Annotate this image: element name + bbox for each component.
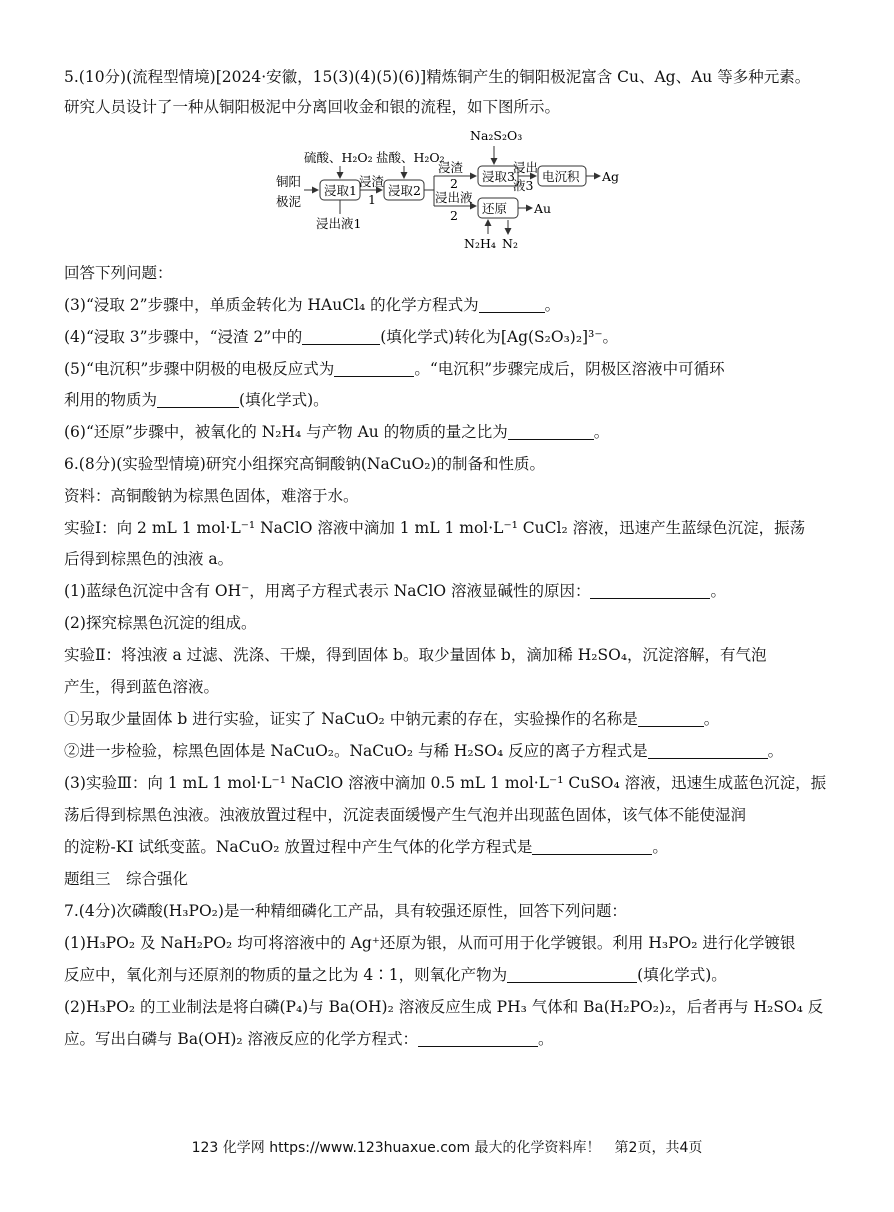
slag-1-label-a: 浸渣 [359,174,385,189]
q6-material: 资料：高铜酸钠为棕黑色固体，难溶于水。 [64,487,359,505]
step-electrodeposition: 电沉积 [542,169,580,184]
q6-part3-line2: 荡后得到棕黑色浊液。浊液放置过程中，沉淀表面缓慢产生气泡并出现蓝色固体，该气体不能使湿润 [64,806,747,824]
q6-part2: (2)探究棕黑色沉淀的组成。 [64,614,257,632]
slag-2-label-b: 2 [450,176,458,191]
q5-part4: (4)“浸取 3”步骤中，“浸渣 2”中的 (填化学式)转化为[Ag(S₂O₃)₂]³⁻。 [64,328,618,346]
product-au-label: Au [534,201,552,216]
page-footer: 123 化学网 https://www.123huaxue.com 最大的化学资料库！ 第2页，共4页 [191,1140,703,1156]
process-flow-diagram [270,124,630,254]
reagent-2-label: 盐酸、H₂O₂ [376,150,445,165]
q6-part3-line1: (3)实验Ⅲ：向 1 mL 1 mol·L⁻¹ NaClO 溶液中滴加 0.5 mL 1 mol·L⁻¹ CuSO₄ 溶液，迅速生成蓝色沉淀，振 [64,774,827,792]
product-ag-label: Ag [602,169,620,184]
step-leach-1: 浸取1 [324,183,357,198]
leach-liquid-3-label-b: 液3 [513,178,534,193]
q5-intro-line1: 5.(10分)(流程型情境)[2024·安徽，15(3)(4)(5)(6)]精炼铜产生的铜阳极泥富含 Cu、Ag、Au 等多种元素。 [64,68,811,86]
step-leach-2: 浸取2 [388,183,421,198]
flow-start-label-1: 铜阳 [276,174,302,189]
q5-part3: (3)“浸取 2”步骤中，单质金转化为 HAuCl₄ 的化学方程式为 。 [64,296,561,314]
leach-liquid-2-label-a: 浸出液 [435,190,473,205]
slag-2-label-a: 浸渣 [438,160,464,175]
reagent-n2h4-label: N₂H₄ [464,236,496,251]
slag-1-label-b: 1 [368,192,376,207]
reagent-3-label: Na₂S₂O₃ [470,128,523,143]
q7-part2-line2: 应。写出白磷与 Ba(OH)₂ 溶液反应的化学方程式： 。 [64,1030,554,1048]
q5-part5-line1: (5)“电沉积”步骤中阴极的电极反应式为 。“电沉积”步骤完成后，阴极区溶液中可循环 [64,360,725,378]
q6-part1: (1)蓝绿色沉淀中含有 OH⁻，用离子方程式表示 NaClO 溶液显碱性的原因： 。 [64,582,726,600]
q6-title: 6.(8分)(实验型情境)研究小组探究高铜酸钠(NaCuO₂)的制备和性质。 [64,455,546,473]
q5-part6: (6)“还原”步骤中，被氧化的 N₂H₄ 与产物 Au 的物质的量之比为 。 [64,423,610,441]
q6-exp1-line2: 后得到棕黑色的浊液 a。 [64,550,234,568]
q6-exp2-line1: 实验Ⅱ：将浊液 a 过滤、洗涤、干燥，得到固体 b。取少量固体 b，滴加稀 H₂SO₄，沉淀溶解，有气泡 [64,646,767,664]
q7-part1-line2: 反应中，氧化剂与还原剂的物质的量之比为 4∶1，则氧化产物为 (填化学式)。 [64,966,727,984]
q6-exp2-line2: 产生，得到蓝色溶液。 [64,678,220,696]
answer-header: 回答下列问题： [64,264,173,282]
leach-liquid-1-label: 浸出液1 [316,216,362,231]
leach-liquid-2-label-b: 2 [450,208,458,223]
q6-exp1-line1: 实验Ⅰ：向 2 mL 1 mol·L⁻¹ NaClO 溶液中滴加 1 mL 1 mol·L⁻¹ CuCl₂ 溶液，迅速产生蓝绿色沉淀，振荡 [64,519,806,537]
q6-sub1: ①另取少量固体 b 进行实验，证实了 NaCuO₂ 中钠元素的存在，实验操作的名称是 。 [64,710,720,728]
product-n2-label: N₂ [502,236,518,251]
q6-sub2: ②进一步检验，棕黑色固体是 NaCuO₂。NaCuO₂ 与稀 H₂SO₄ 反应的离子方程式是 。 [64,742,784,760]
step-leach-3: 浸取3 [482,169,515,184]
section-heading-group3: 题组三 综合强化 [64,870,189,888]
q7-part1-line1: (1)H₃PO₂ 及 NaH₂PO₂ 均可将溶液中的 Ag⁺还原为银，从而可用于化学镀银。利用 H₃PO₂ 进行化学镀银 [64,934,796,952]
q5-intro-line2: 研究人员设计了一种从铜阳极泥中分离回收金和银的流程，如下图所示。 [64,98,561,116]
flow-start-label-2: 极泥 [276,194,302,209]
q5-part5-line2: 利用的物质为 (填化学式)。 [64,391,329,409]
q7-part2-line1: (2)H₃PO₂ 的工业制法是将白磷(P₄)与 Ba(OH)₂ 溶液反应生成 PH₃ 气体和 Ba(H₂PO₂)₂，后者再与 H₂SO₄ 反 [64,998,824,1016]
reagent-1-label: 硫酸、H₂O₂ [304,150,373,165]
leach-liquid-3-label-a: 浸出 [513,160,539,175]
step-reduction: 还原 [482,201,508,216]
q6-part3-line3: 的淀粉-KI 试纸变蓝。NaCuO₂ 放置过程中产生气体的化学方程式是 。 [64,838,668,856]
q7-title: 7.(4分)次磷酸(H₃PO₂)是一种精细磷化工产品，具有较强还原性，回答下列问题： [64,902,627,920]
